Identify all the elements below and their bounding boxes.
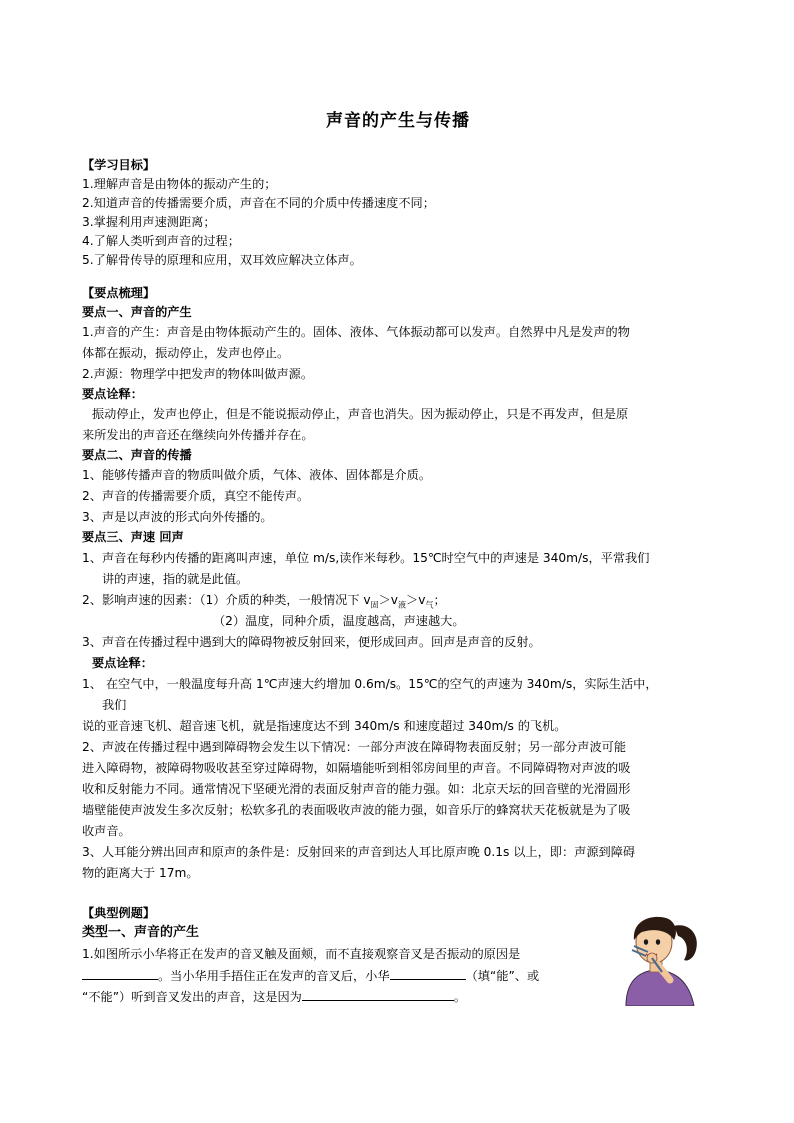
question-1-text-c: （填“能”、或 xyxy=(465,969,540,983)
point2-heading: 要点二、声音的传播 xyxy=(82,448,192,462)
goals-heading: 【学习目标】 xyxy=(82,158,156,172)
question-1-text-e: 。 xyxy=(453,990,467,1004)
point3-line-1: 1、声音在每秒内传播的距离叫声速，单位 m/s,读作米每秒。15℃时空气中的声速是 340m/s，平常我们 xyxy=(82,551,650,565)
greater-than-1: ＞v xyxy=(378,593,399,607)
point3-note-7: 收声音。 xyxy=(82,824,131,838)
point3-line-3 xyxy=(82,592,446,613)
point3-line-4: （2）温度，同种介质，温度越高，声速越大。 xyxy=(213,614,465,628)
goal-item-1: 1.理解声音是由物体的振动产生的； xyxy=(82,177,277,191)
point3-note-1: 1、 在空气中，一般温度每升高 1℃声速大约增加 0.6m/s。15℃的空气的声速为 340m/s，实际生活中， xyxy=(82,677,658,691)
point3-note-5: 收和反射能力不同。通常情况下坚硬光滑的表面反射声音的能力强。如：北京天坛的回音壁的光滑圆形 xyxy=(82,782,631,796)
point2-line-3: 3、声是以声波的形式向外传播的。 xyxy=(82,510,273,524)
point1-heading: 要点一、声音的产生 xyxy=(82,305,192,319)
point1-line-2: 体都在振动，振动停止，发声也停止。 xyxy=(82,346,290,360)
subscript-solid: 固 xyxy=(370,600,379,610)
point3-note-2: 说的亚音速飞机、超音速飞机，就是指速度达不到 340m/s 和速度超过 340m/s 的飞机。 xyxy=(82,719,567,733)
point1-note-1: 振动停止，发声也停止，但是不能说振动停止，声音也消失。因为振动停止，只是不再发声，但是原 xyxy=(92,407,629,421)
girl-with-tuning-fork-figure xyxy=(612,910,704,1006)
point3-line-2: 讲的声速，指的就是此值。 xyxy=(102,572,249,586)
question-1-line-2 xyxy=(82,967,539,984)
goal-item-4: 4.了解人类听到声音的过程； xyxy=(82,234,240,248)
point1-line-3: 2.声源：物理学中把发声的物体叫做声源。 xyxy=(82,367,314,381)
question-1-line-3 xyxy=(82,988,466,1005)
point3-note-heading: 要点诠释： xyxy=(92,656,153,670)
question-1-text-b: 。当小华用手捂住正在发声的音叉后，小华 xyxy=(158,969,390,983)
point1-note-2: 来所发出的声音还在继续向外传播并存在。 xyxy=(82,428,314,442)
goal-item-2: 2.知道声音的传播需要介质，声音在不同的介质中传播速度不同； xyxy=(82,196,435,210)
point3-note-3: 2、声波在传播过程中遇到障碍物会发生以下情况：一部分声波在障碍物表面反射；另一部分声波可能 xyxy=(82,740,627,754)
point1-note-heading: 要点诠释： xyxy=(82,387,143,401)
goal-item-5: 5.了解骨传导的原理和应用，双耳效应解决立体声。 xyxy=(82,253,362,267)
goal-item-3: 3.掌握利用声速测距离； xyxy=(82,215,216,229)
greater-than-2: ＞v xyxy=(406,593,426,607)
point3-note-4: 进入障碍物，被障碍物吸收甚至穿过障碍物，如隔墙能听到相邻房间里的声音。不同障碍物对声波的吸 xyxy=(82,761,631,775)
question-1-text-d: “不能”）听到音叉发出的声音，这是因为 xyxy=(82,990,302,1004)
page-title: 声音的产生与传播 xyxy=(326,111,470,131)
question-1-line-1: 1.如图所示小华将正在发声的音叉触及面颊，而不直接观察音叉是否振动的原因是 xyxy=(82,947,521,961)
point2-line-2: 2、声音的传播需要介质，真空不能传声。 xyxy=(82,489,310,503)
line-end: ； xyxy=(433,593,446,607)
point2-line-1: 1、能够传播声音的物质叫做介质，气体、液体、固体都是介质。 xyxy=(82,468,432,482)
examples-heading: 【典型例题】 xyxy=(82,906,156,920)
subscript-liquid: 液 xyxy=(398,600,407,610)
point3-note-6: 墙壁能使声波发生多次反射；松软多孔的表面吸收声波的能力强，如音乐厅的蜂窝状天花板就是为了吸 xyxy=(82,803,631,817)
point3-line-5: 3、声音在传播过程中遇到大的障碍物被反射回来，便形成回声。回声是声音的反射。 xyxy=(82,635,541,649)
answer-blank-1[interactable] xyxy=(82,967,158,980)
point3-note-9: 物的距离大于 17m。 xyxy=(82,866,199,880)
example-type-1: 类型一、声音的产生 xyxy=(82,925,200,940)
answer-blank-2[interactable] xyxy=(390,967,466,980)
points-heading: 【要点梳理】 xyxy=(82,286,156,300)
answer-blank-3[interactable] xyxy=(302,988,454,1001)
point3-heading: 要点三、声速 回声 xyxy=(82,530,184,544)
point3-note-1b: 我们 xyxy=(102,698,127,712)
point1-line-1: 1.声音的产生：声音是由物体振动产生的。固体、液体、气体振动都可以发声。自然界中凡是发声的物 xyxy=(82,325,630,339)
point3-note-8: 3、人耳能分辨出回声和原声的条件是：反射回来的声音到达人耳比原声晚 0.1s 以上，即：声源到障碍 xyxy=(82,845,636,859)
point3-line-3-text: 2、影响声速的因素：（1）介质的种类，一般情况下 v xyxy=(82,593,371,607)
subscript-gas: 气 xyxy=(425,600,434,610)
